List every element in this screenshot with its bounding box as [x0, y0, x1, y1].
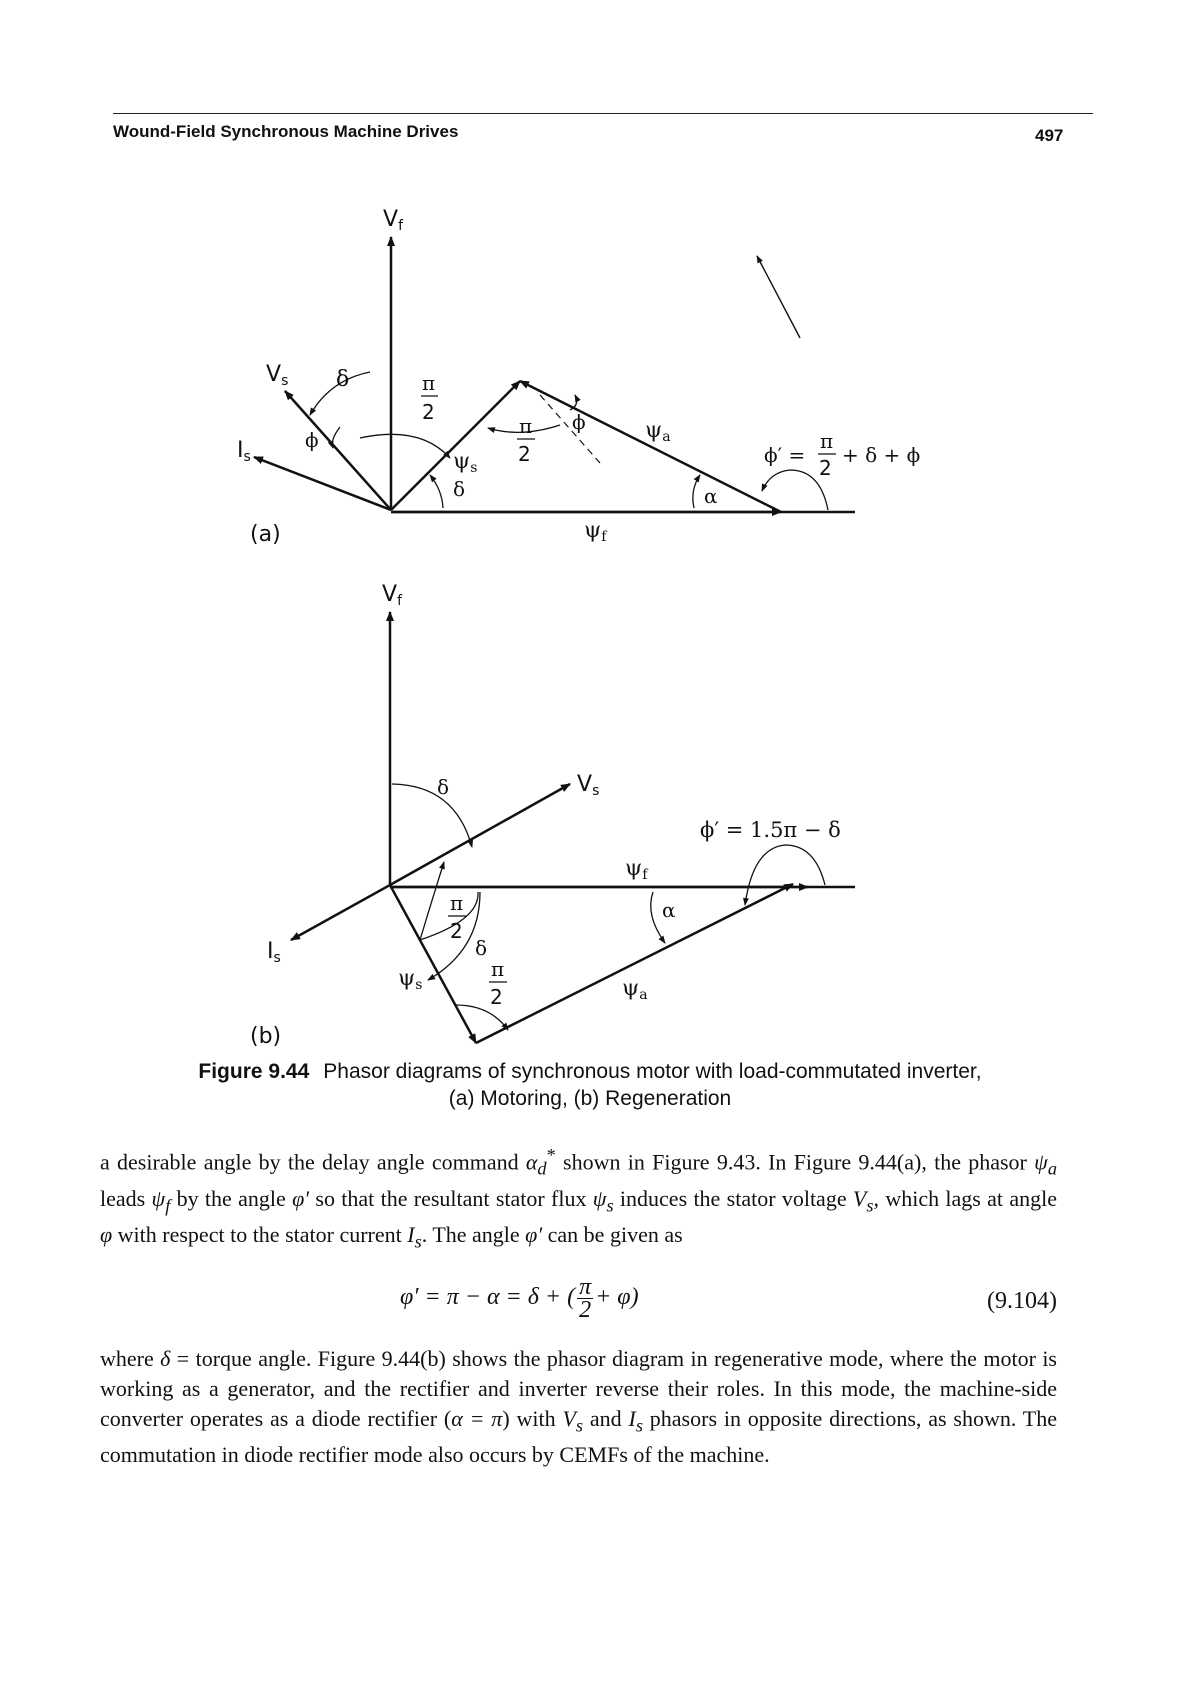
figure-b-labels — [250, 582, 841, 1049]
b-pi-lower-label: π — [491, 957, 505, 981]
a-pi2-arc — [360, 434, 450, 458]
a-is-label: Is — [237, 438, 251, 465]
b-is-phasor — [291, 885, 390, 940]
a-phi-top-label: ϕ — [572, 410, 586, 434]
a-pi-mid-label: π — [519, 414, 533, 438]
a-psi-a-phasor — [520, 381, 781, 512]
a-top-right-arrow — [757, 256, 800, 338]
paragraph-1: a desirable angle by the delay angle command $\alpha_d^*$ shown in Figure 9.43. In Figure 9.44(a), the phasor $\psi_a$ leads $\psi_f$ by the angle φ′ so that the resultant stator flux $\psi_s$ induces the stator voltage $V_s$, which lags at angle φ with respect to the stator current $I_s$. The angle φ′ can be given as — [100, 1145, 1057, 1252]
figure-a-labels — [237, 207, 920, 547]
a-psi-f-label: ψf — [584, 518, 607, 545]
equation-body: φ′ = π − α = δ + ( $\frac{\pi}{2}$ + φ) — [400, 1274, 639, 1323]
b-delta-top-arc — [392, 784, 472, 847]
a-vf-label: Vf — [383, 207, 403, 234]
b-delta-top-label: δ — [437, 775, 450, 799]
a-two-center-label: 2 — [422, 400, 435, 424]
b-psi-a-label: ψa — [622, 976, 648, 1003]
b-phi-prime-label: ϕ′ = 1.5π − δ — [700, 818, 841, 842]
a-delta-low-label: δ — [453, 477, 466, 501]
a-phi-left-label: ϕ — [305, 428, 319, 452]
a-pi-center-label: π — [422, 371, 436, 395]
running-title: Wound-Field Synchronous Machine Drives — [113, 122, 459, 141]
b-psi-s-label: ψs — [398, 966, 423, 993]
figure-caption — [150, 1058, 1030, 1112]
equation-number: (9.104) — [987, 1288, 1057, 1314]
b-two-lower-label: 2 — [490, 985, 503, 1009]
caption-text-1: Phasor diagrams of synchronous motor with load-commutated inverter, — [323, 1060, 982, 1083]
equation-9-104 — [100, 1268, 1057, 1323]
page-number: 497 — [1035, 126, 1064, 145]
b-is-label: Is — [267, 939, 281, 966]
a-vs-phasor — [285, 391, 391, 510]
b-alpha-label: α — [662, 898, 676, 922]
a-psi-a-label: ψa — [645, 418, 671, 445]
a-psi-s-label: ψs — [453, 449, 478, 476]
b-panel-label: (b) — [250, 1024, 282, 1049]
caption-number: Figure 9.44 — [198, 1060, 310, 1083]
a-pi-right-label: π — [820, 429, 834, 453]
caption-line-2: (a) Motoring, (b) Regeneration — [448, 1087, 732, 1110]
a-is-phasor — [254, 457, 391, 510]
a-vs-label: Vs — [266, 362, 289, 389]
b-delta-low-label: δ — [475, 936, 488, 960]
a-phi-prime-rest-label: + δ + ϕ — [842, 443, 921, 467]
b-pi-upper-label: π — [450, 891, 464, 915]
a-two-right-label: 2 — [819, 456, 832, 480]
b-two-upper-label: 2 — [450, 919, 463, 943]
a-alpha-label: α — [704, 484, 718, 508]
b-phi-prime-arc — [745, 845, 825, 905]
a-alpha-arc — [693, 475, 700, 508]
paragraph-2: where δ = torque angle. Figure 9.44(b) shows the phasor diagram in regenerative mode, where the motor is working as a generator, and the rectifier and inverter reverse their roles. In this mode, the machine-side converter operates as a diode rectifier (α = π) with $V_s$ and $I_s$ phasors in opposite directions, as shown. The commutation in diode rectifier mode also occurs by CEMFs of the machine. — [100, 1346, 1057, 1468]
a-phi-prime-label: ϕ′ = — [764, 443, 806, 467]
a-panel-label: (a) — [250, 522, 281, 547]
b-psi-a-phasor — [476, 884, 793, 1043]
b-vs-label: Vs — [577, 772, 600, 799]
a-two-mid-label: 2 — [518, 442, 531, 466]
a-delta-top-label: δ — [336, 367, 350, 392]
b-psi-f-label: ψf — [625, 856, 648, 883]
a-delta-low-arc — [430, 475, 443, 508]
caption-line-1 — [150, 1058, 1030, 1085]
equation-fraction: $\frac{\pi}{2}$ — [579, 1274, 592, 1323]
b-vf-label: Vf — [382, 582, 402, 609]
b-vs-phasor — [390, 784, 570, 885]
